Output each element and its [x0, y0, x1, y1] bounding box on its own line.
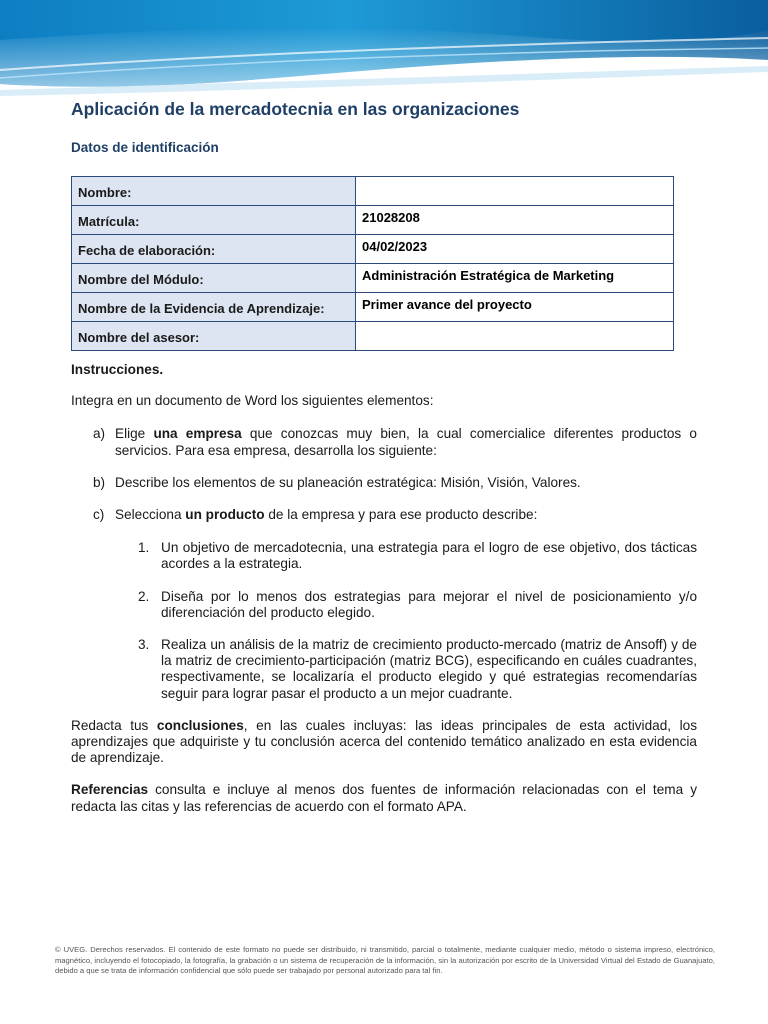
lettered-list: [71, 426, 697, 701]
para-text: consulta e incluye al menos dos fuentes de información relacionadas con el tema y redacta las citas y las referencias de acuerdo con el formato APA.: [71, 782, 697, 814]
item-text: Describe los elementos de su planeación estratégica: Misión, Visión, Valores.: [115, 474, 581, 490]
list-item-1: [115, 540, 697, 572]
item-emphasis: una empresa: [153, 426, 242, 442]
item-text: Selecciona: [115, 507, 186, 523]
row-label-evidencia: Nombre de la Evidencia de Aprendizaje:: [72, 293, 356, 322]
instructions-section: [71, 362, 697, 831]
row-value-evidencia: Primer avance del proyecto: [356, 293, 674, 322]
item-text: Un objetivo de mercadotecnia, una estrategia para el logro de ese objetivo, dos tácticas acordes a la estrategia.: [161, 540, 697, 572]
table-row: [72, 322, 674, 351]
list-marker: 3.: [138, 637, 150, 653]
para-text: , en las cuales incluyas: las ideas principales de esta actividad, los aprendizajes que adquiriste y tu conclusión acerca del contenido temático analizado en esta evidencia de aprendizaje.: [71, 717, 697, 766]
para-emphasis: Referencias: [71, 782, 149, 798]
numbered-list: [71, 540, 697, 702]
item-emphasis: un producto: [185, 507, 265, 523]
item-text: Elige: [115, 426, 154, 442]
instructions-intro: Integra en un documento de Word los siguientes elementos:: [71, 393, 434, 409]
instructions-heading: Instrucciones.: [71, 362, 164, 377]
list-item-3: [115, 637, 697, 702]
para-emphasis: conclusiones: [156, 717, 244, 733]
row-label-fecha: Fecha de elaboración:: [72, 235, 356, 264]
para-text: Redacta tus: [71, 717, 157, 733]
list-item-c: [71, 507, 697, 702]
table-row: [72, 206, 674, 235]
row-label-nombre: Nombre:: [72, 177, 356, 206]
section-subtitle: Datos de identificación: [71, 140, 219, 155]
list-marker: 1.: [138, 540, 150, 556]
list-marker: a): [93, 426, 106, 442]
list-item-a: [71, 426, 697, 458]
header-banner: [0, 0, 768, 96]
list-marker: 2.: [138, 588, 150, 604]
table-row: [72, 177, 674, 206]
row-value-modulo: Administración Estratégica de Marketing: [356, 264, 674, 293]
document-title: Aplicación de la mercadotecnia en las organizaciones: [71, 99, 520, 119]
banner-graphic: [0, 0, 768, 96]
row-value-fecha: 04/02/2023: [356, 235, 674, 264]
references-paragraph: [71, 782, 697, 814]
copyright-footer: © UVEG. Derechos reservados. El contenido de este formato no puede ser distribuido, ni transmitido, parcial o totalmente, mediante cualquier medio, método o sistema impreso, electrónico, magnético, incluyendo el fotocopiado, la fotografía, la grabación o un sistema de recuperación de la información, sin la autorización por escrito de la Universidad Virtual del Estado de Guanajuato, debido a que se trata de información confidencial que sólo puede ser trabajado por personal autorizado para tal fin.: [55, 945, 715, 975]
item-text: que conozcas muy bien, la cual comercialice diferentes productos o servicios. Para esa empresa, desarrolla los siguiente:: [115, 426, 697, 458]
table-row: [72, 293, 674, 322]
table-row: [72, 264, 674, 293]
list-marker: c): [93, 507, 105, 523]
item-text: de la empresa y para ese producto describe:: [264, 507, 538, 523]
row-label-matricula: Matrícula:: [72, 206, 356, 235]
list-item-b: [71, 475, 697, 491]
list-item-2: [115, 589, 697, 621]
row-value-nombre: [356, 177, 674, 206]
item-text: Realiza un análisis de la matriz de crecimiento producto-mercado (matriz de Ansoff) y de la matriz de crecimiento-participación (matriz BCG), especificando en cuáles cuadrantes, respectivamente, se localizaría el producto elegido y qué estrategias recomendarías seguir para lograr pasar el producto a un mejor cuadrante.: [161, 637, 697, 701]
identification-table: [71, 176, 674, 351]
row-label-modulo: Nombre del Módulo:: [72, 264, 356, 293]
item-text: Diseña por lo menos dos estrategias para mejorar el nivel de posicionamiento y/o diferenciación del producto elegido.: [161, 588, 697, 620]
row-label-asesor: Nombre del asesor:: [72, 322, 356, 351]
list-marker: b): [93, 474, 106, 490]
table-row: [72, 235, 674, 264]
row-value-asesor: [356, 322, 674, 351]
conclusions-paragraph: [71, 718, 697, 767]
row-value-matricula: 21028208: [356, 206, 674, 235]
